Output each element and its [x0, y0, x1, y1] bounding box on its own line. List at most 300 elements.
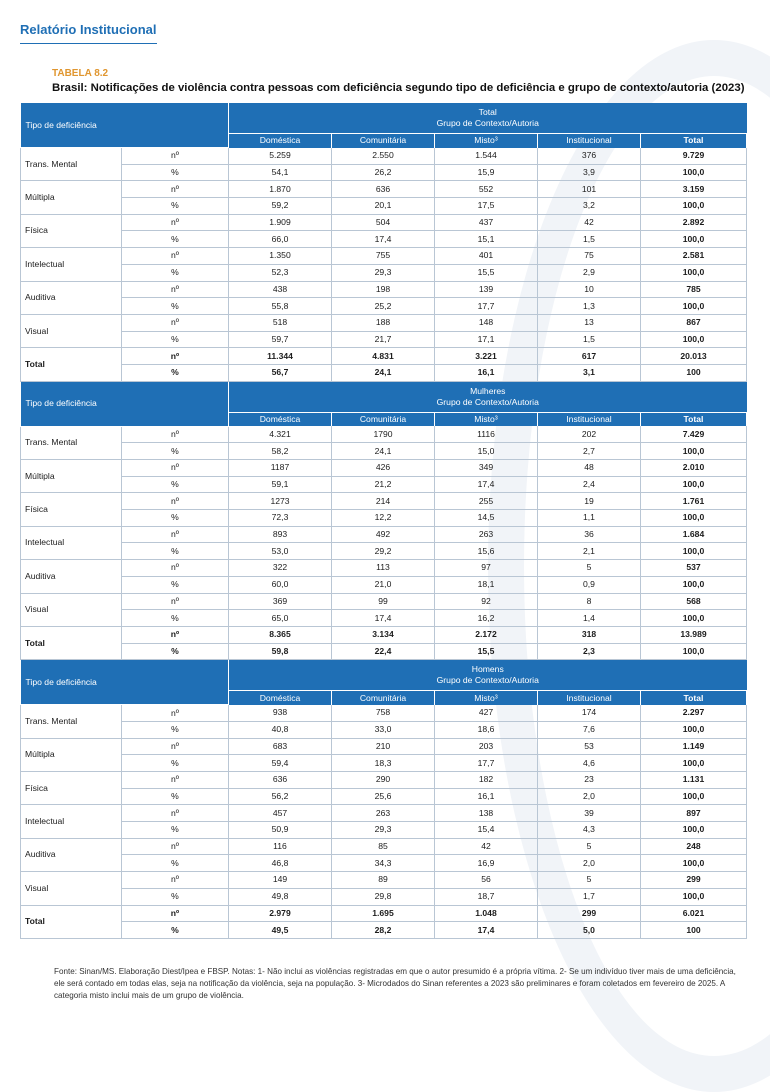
table-cell: 182: [435, 772, 538, 789]
table-cell: 60,0: [229, 576, 332, 593]
table-cell: 255: [435, 493, 538, 510]
table-row: [21, 443, 747, 460]
table-cell: 1,5: [538, 331, 641, 348]
unit-label: nº: [122, 705, 229, 722]
row-label: Física: [21, 493, 122, 526]
column-header: Total: [641, 412, 747, 426]
group-header: [229, 381, 747, 412]
table-cell: 17,4: [332, 610, 435, 627]
report-header: Relatório Institucional: [20, 22, 157, 44]
table-cell: 1790: [332, 426, 435, 443]
table-cell: 552: [435, 181, 538, 198]
row-label: Intelectual: [21, 805, 122, 838]
table-cell: 203: [435, 738, 538, 755]
table-cell: 15,5: [435, 643, 538, 660]
table-cell: 214: [332, 493, 435, 510]
table-cell: 3.221: [435, 348, 538, 365]
table-body: [21, 103, 747, 938]
table-cell: 1.544: [435, 148, 538, 165]
table-row: [21, 738, 747, 755]
table-cell: 2,9: [538, 264, 641, 281]
table-cell: 21,0: [332, 576, 435, 593]
row-label: Auditiva: [21, 281, 122, 314]
table-cell: 188: [332, 314, 435, 331]
table-cell: 1.761: [641, 493, 747, 510]
table-cell: 5,0: [538, 922, 641, 939]
total-row: [21, 922, 747, 939]
row-label: Física: [21, 772, 122, 805]
table-cell: 100,0: [641, 231, 747, 248]
table-cell: 101: [538, 181, 641, 198]
unit-label: %: [122, 543, 229, 560]
table-cell: 198: [332, 281, 435, 298]
unit-label: nº: [122, 148, 229, 165]
unit-label: %: [122, 364, 229, 381]
section-title: Total: [478, 107, 497, 117]
table-cell: 97: [435, 560, 538, 577]
unit-label: %: [122, 822, 229, 839]
unit-label: nº: [122, 281, 229, 298]
table-cell: 0,9: [538, 576, 641, 593]
table-cell: 4.321: [229, 426, 332, 443]
column-header: Doméstica: [229, 691, 332, 705]
table-cell: 100,0: [641, 643, 747, 660]
unit-label: %: [122, 788, 229, 805]
table-cell: 318: [538, 626, 641, 643]
table-cell: 56,2: [229, 788, 332, 805]
table-cell: 210: [332, 738, 435, 755]
row-label: Trans. Mental: [21, 426, 122, 459]
table-cell: 518: [229, 314, 332, 331]
total-row: [21, 626, 747, 643]
table-cell: 14,5: [435, 510, 538, 527]
unit-label: %: [122, 476, 229, 493]
table-cell: 100,0: [641, 331, 747, 348]
table-cell: 349: [435, 460, 538, 477]
table-cell: 636: [229, 772, 332, 789]
unit-label: nº: [122, 560, 229, 577]
table-cell: 7,6: [538, 721, 641, 738]
table-cell: 401: [435, 248, 538, 265]
table-cell: 52,3: [229, 264, 332, 281]
table-cell: 21,7: [332, 331, 435, 348]
row-label: Total: [21, 905, 122, 938]
unit-label: %: [122, 164, 229, 181]
table-cell: 18,6: [435, 721, 538, 738]
table-cell: 2,1: [538, 543, 641, 560]
table-cell: 568: [641, 593, 747, 610]
table-cell: 492: [332, 526, 435, 543]
unit-label: %: [122, 443, 229, 460]
unit-label: %: [122, 610, 229, 627]
table-cell: 1.909: [229, 214, 332, 231]
table-cell: 2.010: [641, 460, 747, 477]
table-cell: 10: [538, 281, 641, 298]
table-cell: 15,5: [435, 264, 538, 281]
table-cell: 89: [332, 872, 435, 889]
table-cell: 5: [538, 872, 641, 889]
table-row: [21, 560, 747, 577]
table-cell: 617: [538, 348, 641, 365]
table-cell: 299: [641, 872, 747, 889]
table-cell: 1.350: [229, 248, 332, 265]
table-row: [21, 888, 747, 905]
table-cell: 537: [641, 560, 747, 577]
column-header: Misto³: [435, 412, 538, 426]
table-cell: 100,0: [641, 298, 747, 315]
table-cell: 59,8: [229, 643, 332, 660]
table-cell: 16,2: [435, 610, 538, 627]
unit-label: nº: [122, 526, 229, 543]
section-header-row: [21, 381, 747, 412]
table-cell: 42: [538, 214, 641, 231]
unit-label: nº: [122, 626, 229, 643]
table-cell: 426: [332, 460, 435, 477]
table-row: [21, 526, 747, 543]
table-cell: 100,0: [641, 164, 747, 181]
table-row: [21, 872, 747, 889]
table-cell: 100,0: [641, 888, 747, 905]
table-cell: 100,0: [641, 855, 747, 872]
table-cell: 33,0: [332, 721, 435, 738]
table-cell: 28,2: [332, 922, 435, 939]
table-cell: 1.131: [641, 772, 747, 789]
table-cell: 504: [332, 214, 435, 231]
unit-label: %: [122, 198, 229, 215]
table-cell: 2.550: [332, 148, 435, 165]
table-cell: 755: [332, 248, 435, 265]
table-cell: 2.979: [229, 905, 332, 922]
table-cell: 85: [332, 838, 435, 855]
tipo-header: Tipo de deficiência: [21, 660, 229, 705]
table-cell: 26,2: [332, 164, 435, 181]
row-label: Trans. Mental: [21, 705, 122, 738]
table-cell: 867: [641, 314, 747, 331]
table-cell: 17,7: [435, 755, 538, 772]
table-cell: 15,9: [435, 164, 538, 181]
table-cell: 1,4: [538, 610, 641, 627]
table-cell: 299: [538, 905, 641, 922]
table-cell: 15,1: [435, 231, 538, 248]
table-cell: 100,0: [641, 264, 747, 281]
column-header: Comunitária: [332, 412, 435, 426]
table-cell: 100,0: [641, 755, 747, 772]
table-row: [21, 593, 747, 610]
table-cell: 15,4: [435, 822, 538, 839]
column-header: Comunitária: [332, 134, 435, 148]
unit-label: nº: [122, 426, 229, 443]
table-cell: 72,3: [229, 510, 332, 527]
unit-label: %: [122, 643, 229, 660]
row-label: Física: [21, 214, 122, 247]
table-cell: 100,0: [641, 576, 747, 593]
table-cell: 75: [538, 248, 641, 265]
unit-label: %: [122, 510, 229, 527]
table-row: [21, 755, 747, 772]
table-cell: 2,3: [538, 643, 641, 660]
table-cell: 1,5: [538, 231, 641, 248]
table-row: [21, 298, 747, 315]
table-cell: 9.729: [641, 148, 747, 165]
table-row: [21, 838, 747, 855]
column-header: Total: [641, 134, 747, 148]
table-cell: 5: [538, 838, 641, 855]
table-cell: 22,4: [332, 643, 435, 660]
table-row: [21, 181, 747, 198]
table-cell: 2,4: [538, 476, 641, 493]
table-cell: 5: [538, 560, 641, 577]
table-row: [21, 264, 747, 281]
table-cell: 893: [229, 526, 332, 543]
table-cell: 683: [229, 738, 332, 755]
row-label: Visual: [21, 872, 122, 905]
table-cell: 18,3: [332, 755, 435, 772]
table-row: [21, 476, 747, 493]
group-label: Grupo de Contexto/Autoria: [436, 675, 539, 686]
unit-label: %: [122, 888, 229, 905]
total-row: [21, 348, 747, 365]
table-cell: 785: [641, 281, 747, 298]
table-cell: 25,2: [332, 298, 435, 315]
data-table: [20, 103, 747, 939]
table-cell: 21,2: [332, 476, 435, 493]
table-row: [21, 248, 747, 265]
table-row: [21, 772, 747, 789]
table-cell: 4,3: [538, 822, 641, 839]
table-cell: 3,9: [538, 164, 641, 181]
unit-label: %: [122, 298, 229, 315]
table-label: TABELA 8.2: [52, 68, 109, 79]
table-cell: 42: [435, 838, 538, 855]
table-cell: 1.870: [229, 181, 332, 198]
table-cell: 56,7: [229, 364, 332, 381]
row-label: Total: [21, 348, 122, 381]
table-cell: 100: [641, 364, 747, 381]
table-cell: 11.344: [229, 348, 332, 365]
table-cell: 100: [641, 922, 747, 939]
table-cell: 59,1: [229, 476, 332, 493]
table-cell: 148: [435, 314, 538, 331]
table-row: [21, 426, 747, 443]
row-label: Múltipla: [21, 460, 122, 493]
unit-label: nº: [122, 348, 229, 365]
table-cell: 20.013: [641, 348, 747, 365]
table-cell: 7.429: [641, 426, 747, 443]
table-cell: 99: [332, 593, 435, 610]
row-label: Total: [21, 626, 122, 659]
table-cell: 1187: [229, 460, 332, 477]
table-cell: 8.365: [229, 626, 332, 643]
table-row: [21, 855, 747, 872]
table-cell: 2,0: [538, 855, 641, 872]
unit-label: nº: [122, 593, 229, 610]
group-label: Grupo de Contexto/Autoria: [436, 396, 539, 407]
table-cell: 2,0: [538, 788, 641, 805]
table-cell: 6.021: [641, 905, 747, 922]
table-cell: 4.831: [332, 348, 435, 365]
table-cell: 40,8: [229, 721, 332, 738]
table-row: [21, 576, 747, 593]
table-cell: 20,1: [332, 198, 435, 215]
table-cell: 36: [538, 526, 641, 543]
table-title: Brasil: Notificações de violência contra pessoas com deficiência segundo tipo de deficiência e grupo de contexto/autoria (2023): [52, 82, 745, 94]
unit-label: %: [122, 331, 229, 348]
column-header: Institucional: [538, 412, 641, 426]
unit-label: nº: [122, 214, 229, 231]
row-label: Auditiva: [21, 838, 122, 871]
table-row: [21, 510, 747, 527]
table-cell: 17,4: [332, 231, 435, 248]
table-cell: 17,4: [435, 922, 538, 939]
table-cell: 49,8: [229, 888, 332, 905]
table-cell: 149: [229, 872, 332, 889]
column-header: Institucional: [538, 691, 641, 705]
table-cell: 100,0: [641, 610, 747, 627]
column-header: Total: [641, 691, 747, 705]
table-cell: 202: [538, 426, 641, 443]
unit-label: %: [122, 855, 229, 872]
group-header: [229, 660, 747, 691]
group-label: Grupo de Contexto/Autoria: [436, 118, 539, 128]
table-cell: 100,0: [641, 543, 747, 560]
unit-label: nº: [122, 248, 229, 265]
column-header: Comunitária: [332, 691, 435, 705]
table-cell: 16,1: [435, 788, 538, 805]
table-row: [21, 231, 747, 248]
table-cell: 2,7: [538, 443, 641, 460]
table-cell: 53: [538, 738, 641, 755]
table-cell: 100,0: [641, 822, 747, 839]
table-cell: 1,7: [538, 888, 641, 905]
table-cell: 100,0: [641, 476, 747, 493]
table-row: [21, 822, 747, 839]
unit-label: nº: [122, 905, 229, 922]
tipo-header: Tipo de deficiência: [21, 103, 229, 148]
table-cell: 938: [229, 705, 332, 722]
unit-label: %: [122, 576, 229, 593]
table-row: [21, 805, 747, 822]
table-cell: 29,2: [332, 543, 435, 560]
table-cell: 15,6: [435, 543, 538, 560]
table-cell: 19: [538, 493, 641, 510]
table-cell: 34,3: [332, 855, 435, 872]
table-cell: 56: [435, 872, 538, 889]
table-cell: 59,7: [229, 331, 332, 348]
row-label: Intelectual: [21, 248, 122, 281]
table-row: [21, 214, 747, 231]
table-cell: 13.989: [641, 626, 747, 643]
table-cell: 55,8: [229, 298, 332, 315]
table-row: [21, 148, 747, 165]
table-cell: 4,6: [538, 755, 641, 772]
table-cell: 113: [332, 560, 435, 577]
table-cell: 53,0: [229, 543, 332, 560]
table-cell: 758: [332, 705, 435, 722]
footnote: Fonte: Sinan/MS. Elaboração Diest/Ipea e FBSP. Notas: 1- Não inclui as violências registradas em que o autor presumido é a própria vítima. 2- Se um indivíduo tiver mais de uma deficiência, ele será contado em todas elas, seja na notificação da violência, seja na população. 3- Microdados do Sinan referentes a 2023 são preliminares e foram coletados em fevereiro de 2025. A categoria misto inclui mais de um grupo de violência.: [54, 967, 736, 1000]
total-row: [21, 905, 747, 922]
row-label: Auditiva: [21, 560, 122, 593]
table-cell: 17,7: [435, 298, 538, 315]
table-cell: 2.297: [641, 705, 747, 722]
table-row: [21, 314, 747, 331]
unit-label: nº: [122, 805, 229, 822]
table-cell: 5.259: [229, 148, 332, 165]
table-cell: 1.149: [641, 738, 747, 755]
table-cell: 116: [229, 838, 332, 855]
unit-label: %: [122, 721, 229, 738]
table-cell: 8: [538, 593, 641, 610]
unit-label: %: [122, 231, 229, 248]
table-cell: 1.684: [641, 526, 747, 543]
unit-label: nº: [122, 872, 229, 889]
table-cell: 2.581: [641, 248, 747, 265]
group-header: [229, 103, 747, 134]
table-cell: 23: [538, 772, 641, 789]
unit-label: nº: [122, 314, 229, 331]
section-title: Homens: [471, 664, 504, 675]
table-cell: 16,1: [435, 364, 538, 381]
table-cell: 13: [538, 314, 641, 331]
table-row: [21, 543, 747, 560]
table-cell: 263: [435, 526, 538, 543]
table-cell: 17,1: [435, 331, 538, 348]
table-cell: 66,0: [229, 231, 332, 248]
table-cell: 25,6: [332, 788, 435, 805]
column-header: Doméstica: [229, 134, 332, 148]
table-cell: 17,4: [435, 476, 538, 493]
table-cell: 3.159: [641, 181, 747, 198]
table-cell: 29,3: [332, 264, 435, 281]
table-cell: 1.048: [435, 905, 538, 922]
table-row: [21, 705, 747, 722]
table-cell: 3,1: [538, 364, 641, 381]
table-cell: 39: [538, 805, 641, 822]
row-label: Múltipla: [21, 181, 122, 214]
unit-label: nº: [122, 181, 229, 198]
row-label: Visual: [21, 314, 122, 347]
table-cell: 263: [332, 805, 435, 822]
unit-label: %: [122, 922, 229, 939]
unit-label: nº: [122, 738, 229, 755]
table-cell: 100,0: [641, 788, 747, 805]
table-cell: 29,3: [332, 822, 435, 839]
table-cell: 290: [332, 772, 435, 789]
table-cell: 24,1: [332, 443, 435, 460]
table-row: [21, 610, 747, 627]
table-cell: 457: [229, 805, 332, 822]
table-cell: 15,0: [435, 443, 538, 460]
table-cell: 369: [229, 593, 332, 610]
table-cell: 100,0: [641, 443, 747, 460]
table-cell: 427: [435, 705, 538, 722]
table-cell: 2.892: [641, 214, 747, 231]
unit-label: nº: [122, 460, 229, 477]
table-cell: 139: [435, 281, 538, 298]
unit-label: %: [122, 755, 229, 772]
section-header-row: [21, 660, 747, 691]
section-header-row: [21, 103, 747, 134]
table-cell: 3.134: [332, 626, 435, 643]
table-cell: 138: [435, 805, 538, 822]
total-row: [21, 643, 747, 660]
table-row: [21, 788, 747, 805]
table-cell: 18,1: [435, 576, 538, 593]
table-cell: 1116: [435, 426, 538, 443]
column-header: Misto³: [435, 691, 538, 705]
table-cell: 248: [641, 838, 747, 855]
unit-label: %: [122, 264, 229, 281]
table-cell: 100,0: [641, 198, 747, 215]
